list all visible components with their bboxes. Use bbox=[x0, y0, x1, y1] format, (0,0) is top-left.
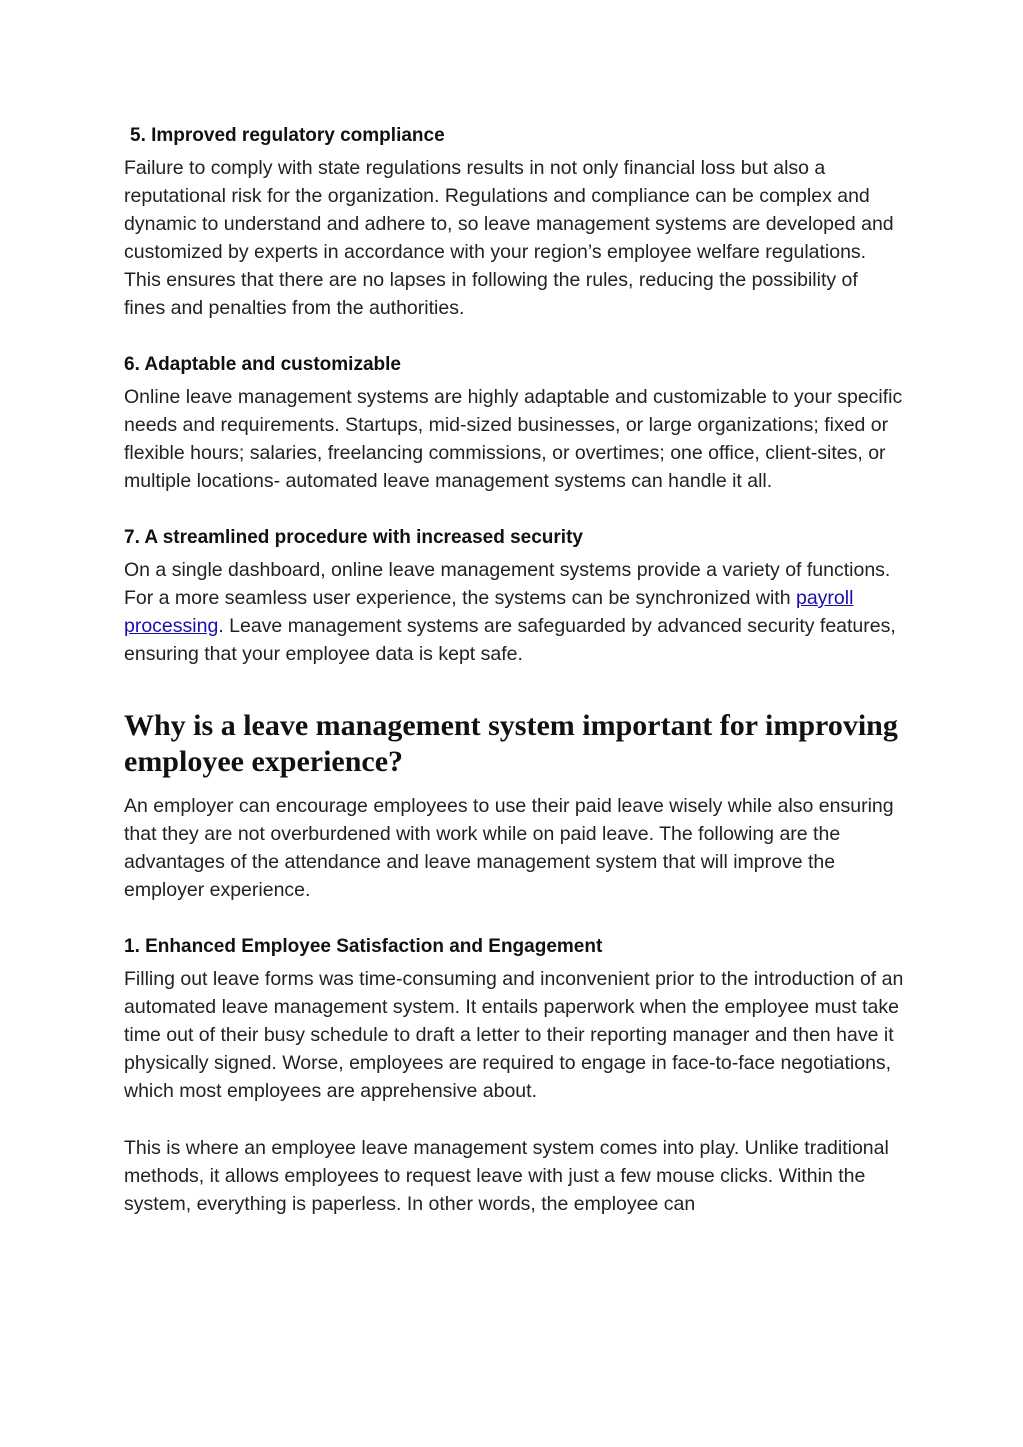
section-heading: 6. Adaptable and customizable bbox=[124, 354, 401, 375]
section-heading: 5. Improved regulatory compliance bbox=[130, 125, 445, 146]
intro-paragraph: An employer can encourage employees to use their paid leave wisely while also ensuring that they are not overburdened with work while on paid leave. The following are the advantages of the attendance and leave management system that will improve the employer experience. bbox=[124, 795, 894, 901]
document-page bbox=[124, 122, 904, 1247]
section-body-text: . Leave management systems are safeguarded by advanced security features, ensuring that your employee data is kept safe. bbox=[124, 615, 896, 665]
section-heading: 7. A streamlined procedure with increased security bbox=[124, 527, 583, 548]
section-body: Online leave management systems are highly adaptable and customizable to your specific needs and requirements. Startups, mid-sized businesses, or large organizations; fixed or flexible hours; salaries, freelancing commissions, or overtimes; one office, client-sites, or multiple locations- automated leave management systems can handle it all. bbox=[124, 386, 903, 492]
main-heading: Why is a leave management system important for improving employee experience? bbox=[124, 709, 898, 778]
section-body-text: On a single dashboard, online leave management systems provide a variety of functions. For a more seamless user experience, the systems can be synchronized with bbox=[124, 559, 891, 609]
benefit-paragraph: This is where an employee leave management system comes into play. Unlike traditional methods, it allows employees to request leave with just a few mouse clicks. Within the system, everything is paperless. In other words, the employee can bbox=[124, 1137, 889, 1215]
section-body bbox=[124, 556, 904, 668]
benefit-paragraph: Filling out leave forms was time-consuming and inconvenient prior to the introduction of an automated leave management system. It entails paperwork when the employee must take time out of their busy schedule to draft a letter to their reporting manager and then have it physically signed. Worse, employees are required to engage in face-to-face negotiations, which most employees are apprehensive about. bbox=[124, 968, 904, 1102]
payroll-processing-link[interactable]: payroll processing bbox=[124, 587, 854, 637]
section-body: Failure to comply with state regulations results in not only financial loss but also a reputational risk for the organization. Regulations and compliance can be complex and dynamic to understand and adhere to, so leave management systems are developed and customized by experts in accordance with your region’s employee welfare regulations. This ensures that there are no lapses in following the rules, reducing the possibility of fines and penalties from the authorities. bbox=[124, 157, 894, 319]
benefit-heading: 1. Enhanced Employee Satisfaction and Engagement bbox=[124, 936, 603, 957]
